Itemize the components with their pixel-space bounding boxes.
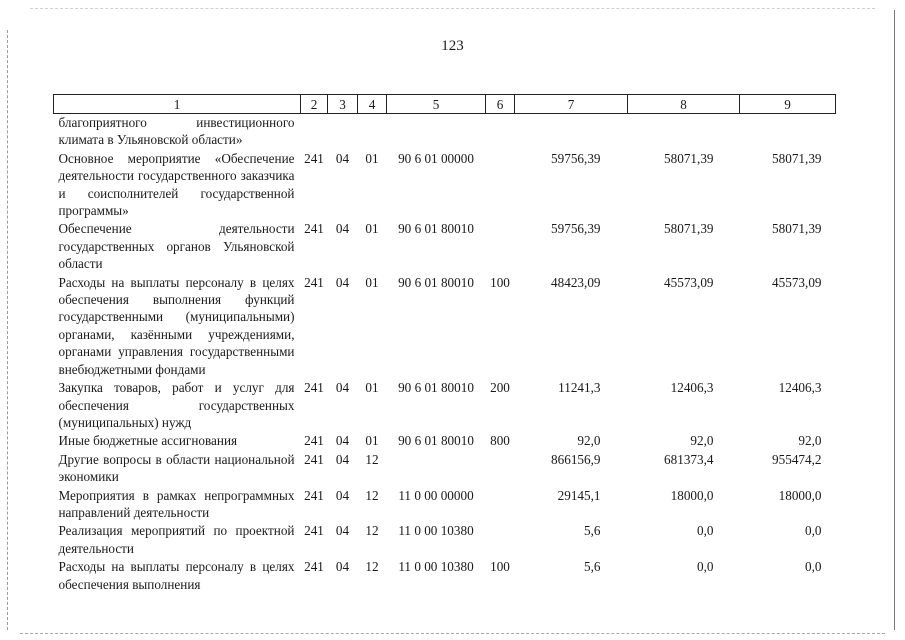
cell-col3: 04 <box>335 451 350 467</box>
cell-col2: 241 <box>304 433 324 449</box>
cell-col6: 200 <box>490 380 510 396</box>
cell-col7: 92,0 <box>577 433 601 449</box>
cell-col7: 11241,3 <box>558 380 601 396</box>
scan-bottom-edge <box>20 633 885 634</box>
cell-col7 <box>515 114 628 150</box>
cell-col8: 58071,39 <box>664 150 714 166</box>
cell-col4: 01 <box>365 274 379 290</box>
budget-table <box>53 94 836 594</box>
cell-col3: 04 <box>335 559 350 575</box>
cell-col7: 5,6 <box>584 559 601 575</box>
cell-col6 <box>486 114 515 150</box>
cell-col7: 866156,9 <box>551 451 601 467</box>
cell-col8: 58071,39 <box>664 221 714 237</box>
cell-col2: 241 <box>304 523 324 539</box>
cell-col2: 241 <box>304 559 324 575</box>
cell-col5: 90 6 01 80010 <box>398 433 474 449</box>
cell-col9: 92,0 <box>798 433 822 449</box>
cell-col9: 12406,3 <box>778 380 822 396</box>
table-row <box>54 274 836 379</box>
cell-col3: 04 <box>335 433 350 449</box>
cell-col9: 58071,39 <box>772 221 822 237</box>
column-header: 2 <box>301 95 328 114</box>
cell-col6 <box>486 522 515 558</box>
cell-col3: 04 <box>335 380 350 396</box>
table-header <box>54 95 836 114</box>
cell-col5 <box>387 114 486 150</box>
column-header: 1 <box>54 95 301 114</box>
scan-left-edge <box>7 30 8 630</box>
row-name: Мероприятия в рамках непрограммных направлений деятельности <box>58 487 295 520</box>
cell-col2: 241 <box>304 274 324 290</box>
cell-col3: 04 <box>335 487 350 503</box>
cell-col4: 12 <box>365 487 379 503</box>
cell-col4: 12 <box>365 451 379 467</box>
column-header: 5 <box>387 95 486 114</box>
table-row <box>54 487 836 523</box>
column-header: 8 <box>628 95 740 114</box>
row-name: Расходы на выплаты персоналу в целях обеспечения выполнения функций государственными (муниципальными) органами, казёнными учреждениями, органами управления государственными внебюджетными фондами <box>58 274 295 377</box>
cell-col9: 0,0 <box>805 523 822 539</box>
cell-col7: 59756,39 <box>551 221 601 237</box>
cell-col2: 241 <box>304 451 324 467</box>
page-number: 123 <box>441 38 464 54</box>
row-name: Другие вопросы в области национальной экономики <box>58 451 295 485</box>
column-header: 6 <box>486 95 515 114</box>
cell-col5: 11 0 00 00000 <box>398 487 474 503</box>
cell-col8 <box>628 114 740 150</box>
scan-right-edge <box>894 10 895 630</box>
table-row <box>54 451 836 487</box>
cell-col5 <box>387 451 486 487</box>
cell-col6 <box>486 150 515 221</box>
cell-col5: 90 6 01 00000 <box>398 150 474 166</box>
cell-col3 <box>328 114 358 150</box>
row-name: Основное мероприятие «Обеспечение деятельности государственного заказчика и соисполнителей государственной программы» <box>58 150 295 219</box>
column-header: 4 <box>358 95 387 114</box>
row-name: Расходы на выплаты персоналу в целях обеспечения выполнения <box>58 559 295 592</box>
cell-col4: 01 <box>365 433 379 449</box>
column-header: 7 <box>515 95 628 114</box>
cell-col6: 100 <box>490 559 510 575</box>
table-row <box>54 558 836 594</box>
cell-col6 <box>486 220 515 273</box>
cell-col2: 241 <box>304 221 324 237</box>
table-row <box>54 432 836 450</box>
cell-col4: 01 <box>365 150 379 166</box>
cell-col9: 58071,39 <box>772 150 822 166</box>
row-name: Обеспечение деятельности государственных органов Ульяновской области <box>58 221 295 272</box>
cell-col4 <box>358 114 387 150</box>
column-header: 3 <box>328 95 358 114</box>
cell-col5: 90 6 01 80010 <box>398 380 474 396</box>
row-name: Реализация мероприятий по проектной деятельности <box>58 523 295 556</box>
row-name: Закупка товаров, работ и услуг для обеспечения государственных (муниципальных) нужд <box>58 380 295 430</box>
cell-col5: 90 6 01 80010 <box>398 274 474 290</box>
cell-col9: 0,0 <box>805 559 822 575</box>
cell-col7: 59756,39 <box>551 150 601 166</box>
cell-col7: 5,6 <box>584 523 601 539</box>
cell-col7: 48423,09 <box>551 274 601 290</box>
cell-col9: 45573,09 <box>772 274 822 290</box>
cell-col8: 12406,3 <box>670 380 714 396</box>
cell-col5: 11 0 00 10380 <box>398 559 474 575</box>
table-row <box>54 379 836 432</box>
cell-col8: 18000,0 <box>670 487 714 503</box>
cell-col4: 12 <box>365 523 379 539</box>
cell-col3: 04 <box>335 221 350 237</box>
table-row <box>54 522 836 558</box>
cell-col6: 800 <box>490 433 510 449</box>
cell-col2: 241 <box>304 380 324 396</box>
cell-col8: 0,0 <box>697 559 714 575</box>
cell-col4: 12 <box>365 559 379 575</box>
row-name: Иные бюджетные ассигнования <box>58 433 238 449</box>
cell-col3: 04 <box>335 274 350 290</box>
cell-col5: 90 6 01 80010 <box>398 221 474 237</box>
cell-col8: 0,0 <box>697 523 714 539</box>
column-header: 9 <box>740 95 836 114</box>
cell-col8: 45573,09 <box>664 274 714 290</box>
cell-col9: 18000,0 <box>778 487 822 503</box>
row-name: благоприятного инвестиционного климата в Ульяновской области» <box>58 115 295 148</box>
cell-col7: 29145,1 <box>557 487 601 503</box>
cell-col2: 241 <box>304 487 324 503</box>
cell-col2: 241 <box>304 150 324 166</box>
cell-col3: 04 <box>335 523 350 539</box>
cell-col2 <box>301 114 328 150</box>
table-row <box>54 114 836 150</box>
cell-col6 <box>486 451 515 487</box>
cell-col6: 100 <box>490 274 510 290</box>
cell-col3: 04 <box>335 150 350 166</box>
cell-col4: 01 <box>365 380 379 396</box>
table-row <box>54 220 836 273</box>
cell-col8: 92,0 <box>690 433 714 449</box>
cell-col5: 11 0 00 10380 <box>398 523 474 539</box>
cell-col9: 955474,2 <box>772 451 822 467</box>
cell-col8: 681373,4 <box>664 451 714 467</box>
cell-col9 <box>740 114 836 150</box>
cell-col6 <box>486 487 515 523</box>
scan-top-edge <box>30 8 875 9</box>
cell-col4: 01 <box>365 221 379 237</box>
table-row <box>54 150 836 221</box>
